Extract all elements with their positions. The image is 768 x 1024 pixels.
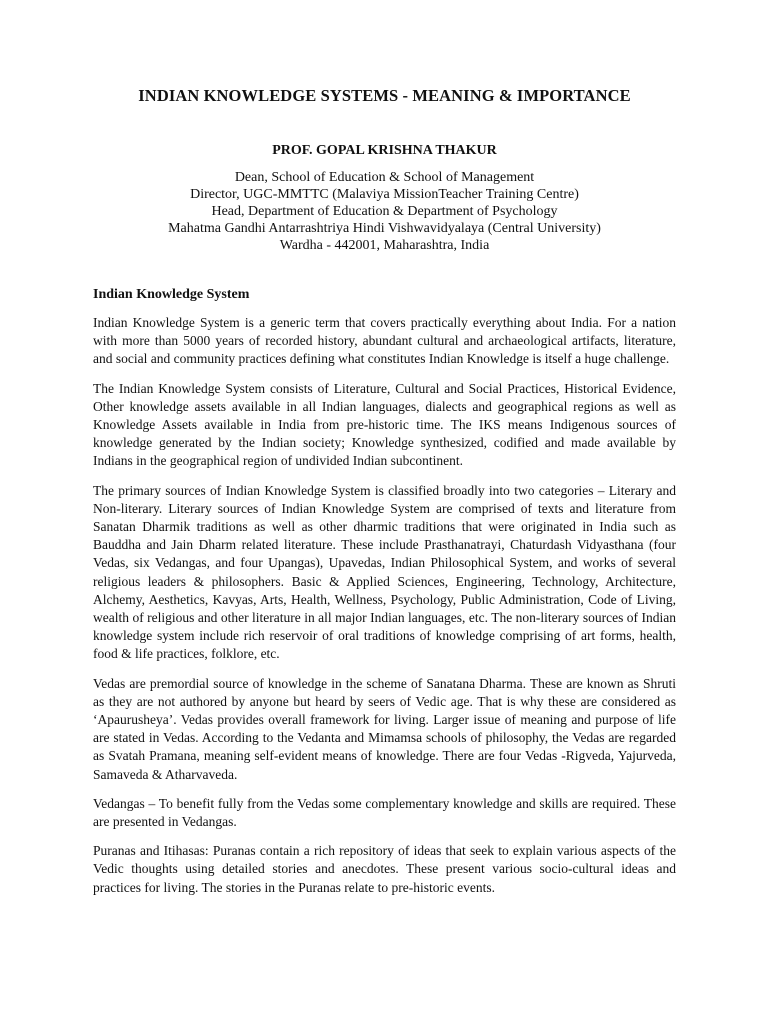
affiliation-line: Wardha - 442001, Maharashtra, India [279,238,490,253]
affiliation-line: Director, UGC-MMTTC (Malaviya MissionTeacher Training Centre) [190,187,579,202]
body-paragraph: Vedas are premordial source of knowledge in the scheme of Sanatana Dharma. These are known as Shruti as they are not authored by anyone but heard by seers of Vedic age. That is why these are considered as ‘Apaurusheya’. Vedas provides overall framework for living. Larger issue of meaning and purpose of life are stated in Vedas. According to the Vedanta and Mimamsa schools of philosophy, the Vedas are regarded as Svatah Pramana, meaning self-evident means of knowledge. There are four Vedas -Rigveda, Yajurveda, Samaveda & Atharvaveda. [93,675,676,782]
document-title: INDIAN KNOWLEDGE SYSTEMS - MEANING & IMPORTANCE [138,86,631,105]
body-paragraph: The primary sources of Indian Knowledge System is classified broadly into two categories – Literary and Non-literary. Literary sources of Indian Knowledge System are comprised of texts and literature from Sanatan Dharmik traditions as well as other dharmic traditions that were originated in India such as Bauddha and Jain Dharm related literature. These include Prasthanatrayi, Chaturdash Vidyasthana (four Vedas, six Vedangas, and four Upangas), Upavedas, Indian Philosophical System, and works of several religious leaders & philosophers. Basic & Applied Sciences, Engineering, Technology, Architecture, Alchemy, Aesthetics, Kavyas, Arts, Health, Wellness, Psychology, Public Administration, Code of Living, wealth of religious and other literature in all major Indian languages, etc. The non-literary sources of Indian knowledge system include rich reservoir of oral traditions of knowledge comprising of art forms, health, food & life practices, folklore, etc. [93,482,676,662]
body-paragraph: The Indian Knowledge System consists of Literature, Cultural and Social Practices, Historical Evidence, Other knowledge assets available in all Indian languages, dialects and geographical regions as well as Knowledge Assets available in India from pre-historic time. The IKS means Indigenous sources of knowledge generated by the Indian society; Knowledge synthesized, codified and made available by Indians in the geographical region of undivided Indian subcontinent. [93,380,676,469]
affiliation-line: Head, Department of Education & Department of Psychology [211,204,558,219]
document-page [93,86,676,908]
affiliation-line: Dean, School of Education & School of Management [234,170,535,185]
body-paragraph: Puranas and Itihasas: Puranas contain a rich repository of ideas that seek to explain various aspects of the Vedic thoughts using detailed stories and anecdotes. These present various socio-cultural ideas and practices for living. The stories in the Puranas relate to pre-historic events. [93,843,676,895]
author-affiliation [93,169,676,254]
section-heading: Indian Knowledge System [93,287,250,302]
affiliation-line: Mahatma Gandhi Antarrashtriya Hindi Vishwavidyalaya (Central University) [168,221,601,236]
body-paragraph: Indian Knowledge System is a generic term that covers practically everything about India. For a nation with more than 5000 years of recorded history, abundant cultural and archaeological artifacts, literature, and social and community practices defining what constitutes Indian Knowledge is itself a huge challenge. [93,315,676,367]
author-name: PROF. GOPAL KRISHNA THAKUR [272,143,497,158]
body-paragraph: Vedangas – To benefit fully from the Vedas some complementary knowledge and skills are required. These are presented in Vedangas. [93,795,676,830]
